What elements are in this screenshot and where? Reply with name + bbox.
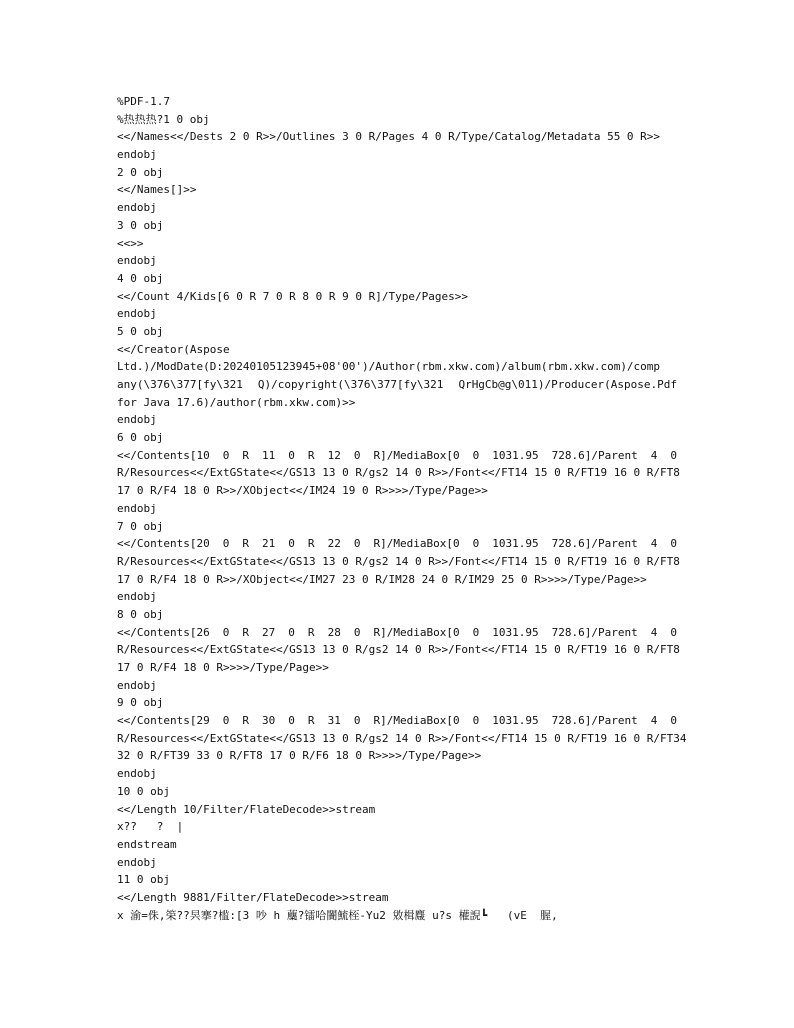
- catalog-dictionary-line: <</Names<</Dests 2 0 R>>/Outlines 3 0 R/Pages 4 0 R/Type/Catalog/Metadata 55 0 R>>: [117, 130, 661, 144]
- stream-data-line: x?? ? |: [117, 820, 184, 834]
- info-dictionary-line: Ltd.)/ModDate(D:20240105123945+08'00')/Author(rbm.xkw.com)/album(rbm.xkw.com)/comp: [117, 360, 661, 374]
- page-dictionary-line: 17 0 R/F4 18 0 R>>/XObject<</IM24 19 0 R>>>>/Type/Page>>: [117, 484, 488, 498]
- page-dictionary-line: 17 0 R/F4 18 0 R>>/XObject<</IM27 23 0 R/IM28 24 0 R/IM29 25 0 R>>>>/Type/Page>>: [117, 572, 647, 586]
- page-dictionary-line: <</Contents[29 0 R 30 0 R 31 0 R]/MediaBox[0 0 1031.95 728.6]/Parent 4 0: [117, 714, 677, 728]
- endobj-line: endobj: [117, 201, 157, 215]
- object-header-line: 6 0 obj: [117, 431, 164, 445]
- endstream-line: endstream: [117, 837, 177, 851]
- object-header-line: %热热热?1 0 obj: [117, 112, 210, 126]
- stream-header-line: <</Length 10/Filter/FlateDecode>>stream: [117, 802, 376, 816]
- object-header-line: 5 0 obj: [117, 324, 164, 338]
- stream-data-line: x 渝=侏,筞??昗搴?槛:[3 吵 h 蘪?镭哈闠鯍桎-Yu2 敓楫麙 u?s 權誽┗ (vE 腛,: [117, 908, 558, 922]
- page-dictionary-line: R/Resources<</ExtGState<</GS13 13 0 R/gs2 14 0 R>>/Font<</FT14 15 0 R/FT19 16 0 R/FT8: [117, 643, 680, 657]
- endobj-line: endobj: [117, 148, 157, 162]
- names-dictionary-line: <</Names[]>>: [117, 183, 197, 197]
- page-dictionary-line: <</Contents[26 0 R 27 0 R 28 0 R]/MediaBox[0 0 1031.95 728.6]/Parent 4 0: [117, 625, 677, 639]
- page-dictionary-line: <</Contents[20 0 R 21 0 R 22 0 R]/MediaBox[0 0 1031.95 728.6]/Parent 4 0: [117, 537, 677, 551]
- endobj-line: endobj: [117, 678, 157, 692]
- info-dictionary-line: for Java 17.6)/author(rbm.xkw.com)>>: [117, 395, 356, 409]
- object-header-line: 8 0 obj: [117, 607, 164, 621]
- object-header-line: 4 0 obj: [117, 271, 164, 285]
- page-dictionary-line: R/Resources<</ExtGState<</GS13 13 0 R/gs2 14 0 R>>/Font<</FT14 15 0 R/FT19 16 0 R/FT8: [117, 554, 680, 568]
- endobj-line: endobj: [117, 767, 157, 781]
- pdf-header-line: %PDF-1.7: [117, 95, 170, 108]
- object-header-line: 11 0 obj: [117, 873, 170, 887]
- object-header-line: 2 0 obj: [117, 165, 164, 179]
- page-dictionary-line: 17 0 R/F4 18 0 R>>>>/Type/Page>>: [117, 661, 329, 674]
- page-dictionary-line: R/Resources<</ExtGState<</GS13 13 0 R/gs2 14 0 R>>/Font<</FT14 15 0 R/FT19 16 0 R/FT34: [117, 731, 687, 745]
- info-dictionary-line: any(\376\377[fy\321 Q)/copyright(\376\377[fy\321 QrHgCb@g\011)/Producer(Aspose.Pdf: [117, 378, 677, 391]
- stream-header-line: <</Length 9881/Filter/FlateDecode>>stream: [117, 890, 389, 904]
- object-header-line: 7 0 obj: [117, 519, 164, 533]
- endobj-line: endobj: [117, 501, 157, 515]
- page-dictionary-line: 32 0 R/FT39 33 0 R/FT8 17 0 R/F6 18 0 R>>>>/Type/Page>>: [117, 749, 482, 763]
- endobj-line: endobj: [117, 307, 157, 321]
- endobj-line: endobj: [117, 590, 157, 604]
- object-header-line: 9 0 obj: [117, 696, 164, 710]
- object-header-line: 3 0 obj: [117, 218, 164, 232]
- pages-dictionary-line: <</Count 4/Kids[6 0 R 7 0 R 8 0 R 9 0 R]/Type/Pages>>: [117, 289, 468, 303]
- page-dictionary-line: <</Contents[10 0 R 11 0 R 12 0 R]/MediaBox[0 0 1031.95 728.6]/Parent 4 0: [117, 448, 677, 462]
- object-header-line: 10 0 obj: [117, 784, 170, 798]
- endobj-line: endobj: [117, 413, 157, 427]
- empty-dictionary-line: <<>>: [117, 236, 144, 250]
- page-dictionary-line: R/Resources<</ExtGState<</GS13 13 0 R/gs2 14 0 R>>/Font<</FT14 15 0 R/FT19 16 0 R/FT8: [117, 466, 680, 480]
- endobj-line: endobj: [117, 855, 157, 869]
- pdf-source-text: [117, 93, 717, 924]
- info-dictionary-line: <</Creator(Aspose: [117, 342, 230, 356]
- endobj-line: endobj: [117, 254, 157, 268]
